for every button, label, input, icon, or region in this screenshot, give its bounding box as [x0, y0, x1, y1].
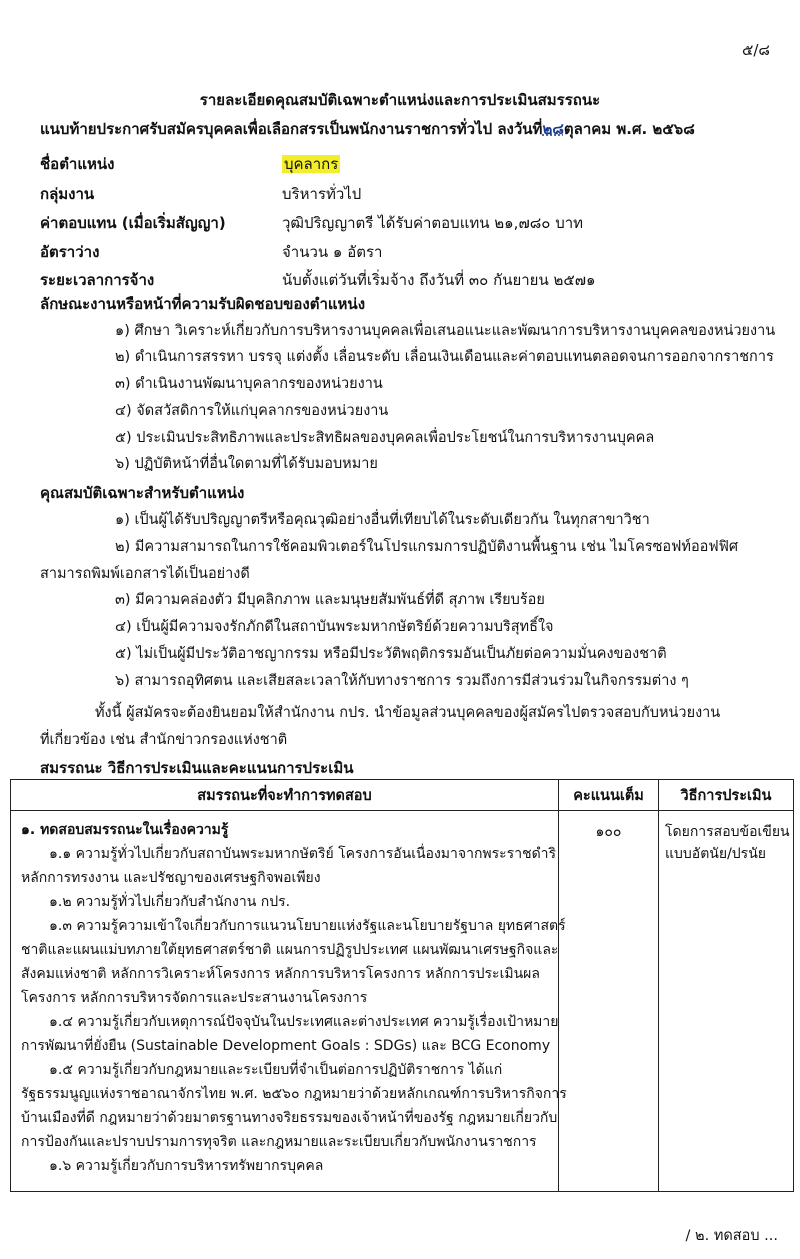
qualification-item: ๔) เป็นผู้มีความจงรักภักดีในสถาบันพระมหากษัตริย์ด้วยความบริสุทธิ์ใจ — [115, 619, 554, 635]
topic-line: ชาติและแผนแม่บทภายใต้ยุทธศาสตร์ชาติ แผนการปฏิรูปประเทศ แผนพัฒนาเศรษฐกิจและ — [21, 942, 559, 958]
method-cell — [659, 811, 794, 1192]
qualifications-heading: คุณสมบัติเฉพาะสำหรับตำแหน่ง — [40, 484, 245, 502]
topic-line: ๑.๑ ความรู้ทั่วไปเกี่ยวกับสถาบันพระมหากษัตริย์ โครงการอันเนื่องมาจากพระราชดำริ — [49, 846, 557, 862]
title-line-1: รายละเอียดคุณสมบัติเฉพาะตำแหน่งและการประเมินสมรรถนะ — [199, 91, 601, 109]
table-header-row — [11, 780, 794, 811]
topic-line: การพัฒนาที่ยั่งยืน (Sustainable Development Goals : SDGs) และ BCG Economy — [21, 1038, 551, 1054]
info-label-position: ชื่อตำแหน่ง — [40, 155, 115, 173]
info-label-pay: ค่าตอบแทน (เมื่อเริ่มสัญญา) — [40, 214, 226, 232]
topic-line: สังคมแห่งชาติ หลักการวิเคราะห์โครงการ หลักการบริหารโครงการ หลักการประเมินผล — [21, 966, 540, 982]
page-number: ๕/๘ — [742, 41, 770, 59]
header-score: คะแนนเต็ม — [559, 780, 659, 811]
topic-line: รัฐธรรมนูญแห่งราชอาณาจักรไทย พ.ศ. ๒๕๖๐ กฎหมายว่าด้วยหลักเกณฑ์การบริหารกิจการ — [21, 1086, 567, 1102]
competency-table — [10, 779, 794, 1192]
info-label-group: กลุ่มงาน — [40, 185, 95, 203]
topic-line: ๑.๓ ความรู้ความเข้าใจเกี่ยวกับการแนวนโยบายแห่งรัฐและนโยบายรัฐบาล ยุทธศาสตร์ — [49, 918, 566, 934]
info-label-duration: ระยะเวลาการจ้าง — [40, 271, 155, 289]
info-label-vacancy: อัตราว่าง — [40, 243, 100, 261]
topic-line: ๑.๕ ความรู้เกี่ยวกับกฎหมายและระเบียบที่จำเป็นต่อการปฏิบัติราชการ ได้แก่ — [49, 1062, 503, 1078]
title-line-2-suffix: ตุลาคม พ.ศ. ๒๕๖๘ — [563, 120, 695, 138]
topic-line: หลักการทรงงาน และปรัชญาของเศรษฐกิจพอเพียง — [21, 870, 321, 886]
title-line-2 — [40, 117, 695, 141]
duty-item: ๔) จัดสวัสดิการให้แก่บุคลากรของหน่วยงาน — [115, 403, 389, 419]
method-text — [659, 811, 793, 865]
position-highlight: บุคลากร — [284, 155, 339, 173]
title-day-handwritten: ๒๘ — [542, 120, 564, 138]
topic-line: บ้านเมืองที่ดี กฎหมายว่าด้วยมาตรฐานทางจริยธรรมของเจ้าหน้าที่ของรัฐ กฎหมายเกี่ยวกับ — [21, 1110, 558, 1126]
info-value-group: บริหารทั่วไป — [282, 185, 362, 203]
info-value-pay: วุฒิปริญญาตรี ได้รับค่าตอบแทน ๒๑,๗๘๐ บาท — [282, 214, 584, 232]
method-line: โดยการสอบข้อเขียน — [665, 824, 790, 840]
continuation-note: / ๒. ทดสอบ ... — [685, 1228, 778, 1244]
qualification-item: ๑) เป็นผู้ได้รับปริญญาตรีหรือคุณวุฒิอย่างอื่นที่เทียบได้ในระดับเดียวกัน ในทุกสาขาวิชา — [115, 512, 650, 528]
score-cell — [559, 811, 659, 1192]
topic-line: การป้องกันและปราบปรามการทุจริต และกฎหมายและระเบียบเกี่ยวกับพนักงานราชการ — [21, 1134, 537, 1150]
method-line: แบบอัตนัย/ปรนัย — [665, 846, 766, 862]
competency-heading: สมรรถนะ วิธีการประเมินและคะแนนการประเมิน — [40, 759, 354, 777]
header-topic: สมรรถนะที่จะทำการทดสอบ — [11, 780, 559, 811]
info-value-duration: นับตั้งแต่วันที่เริ่มจ้าง ถึงวันที่ ๓๐ กันยายน ๒๕๗๑ — [282, 271, 596, 289]
full-score: ๑๐๐ — [595, 824, 622, 840]
duty-item: ๕) ประเมินประสิทธิภาพและประสิทธิผลของบุคคลเพื่อประโยชน์ในการบริหารงานบุคคล — [115, 430, 655, 446]
topic-cell — [11, 811, 567, 1192]
qualification-item: ๓) มีความคล่องตัว มีบุคลิกภาพ และมนุษยสัมพันธ์ที่ดี สุภาพ เรียบร้อย — [115, 592, 545, 608]
info-value-position — [282, 152, 340, 176]
topic-line: โครงการ หลักการบริหารจัดการและประสานงานโครงการ — [21, 990, 368, 1006]
duty-item: ๖) ปฏิบัติหน้าที่อื่นใดตามที่ได้รับมอบหมาย — [115, 456, 378, 472]
duty-item: ๓) ดำเนินงานพัฒนาบุคลากรของหน่วยงาน — [115, 376, 383, 392]
qualification-item: ๒) มีความสามารถในการใช้คอมพิวเตอร์ในโปรแกรมการปฏิบัติงานพื้นฐาน เช่น ไมโครซอฟท์ออฟฟิศ — [115, 539, 739, 555]
duty-item: ๒) ดำเนินการสรรหา บรรจุ แต่งตั้ง เลื่อนระดับ เลื่อนเงินเดือนและค่าตอบแทนตลอดจนการออกจากราชการ — [115, 349, 774, 365]
table-row — [11, 811, 794, 1192]
qualification-item: ๖) สามารถอุทิศตน และเสียสละเวลาให้กับทางราชการ รวมถึงการมีส่วนร่วมในกิจกรรมต่าง ๆ — [115, 673, 689, 689]
topic-line: ๑.๖ ความรู้เกี่ยวกับการบริหารทรัพยากรบุคคล — [49, 1158, 324, 1174]
header-method: วิธีการประเมิน — [659, 780, 794, 811]
duties-heading: ลักษณะงานหรือหน้าที่ความรับผิดชอบของตำแหน่ง — [40, 295, 366, 313]
duty-item: ๑) ศึกษา วิเคราะห์เกี่ยวกับการบริหารงานบุคคลเพื่อเสนอแนะและพัฒนาการบริหารงานบุคคลของหน่วยงาน — [115, 323, 776, 339]
topic-line: ๑. ทดสอบสมรรถนะในเรื่องความรู้ — [21, 822, 229, 838]
topic-line: ๑.๒ ความรู้ทั่วไปเกี่ยวกับสำนักงาน กปร. — [49, 894, 291, 910]
info-value-vacancy: จำนวน ๑ อัตรา — [282, 243, 383, 261]
topic-line: ๑.๔ ความรู้เกี่ยวกับเหตุการณ์ปัจจุบันในประเทศและต่างประเทศ ความรู้เรื่องเป้าหมาย — [49, 1014, 559, 1030]
consent-line-2: ที่เกี่ยวข้อง เช่น สำนักข่าวกรองแห่งชาติ — [40, 732, 288, 748]
qualification-item-cont: สามารถพิมพ์เอกสารได้เป็นอย่างดี — [40, 566, 250, 582]
title-line-2-prefix: แนบท้ายประกาศรับสมัครบุคคลเพื่อเลือกสรรเป็นพนักงานราชการทั่วไป ลงวันที่ — [40, 120, 543, 138]
consent-line-1: ทั้งนี้ ผู้สมัครจะต้องยินยอมให้สำนักงาน กปร. นำข้อมูลส่วนบุคคลของผู้สมัครไปตรวจสอบกับหน่วยงาน — [95, 705, 721, 721]
qualification-item: ๕) ไม่เป็นผู้มีประวัติอาชญากรรม หรือมีประวัติพฤติกรรมอันเป็นภัยต่อความมั่นคงของชาติ — [115, 646, 667, 662]
